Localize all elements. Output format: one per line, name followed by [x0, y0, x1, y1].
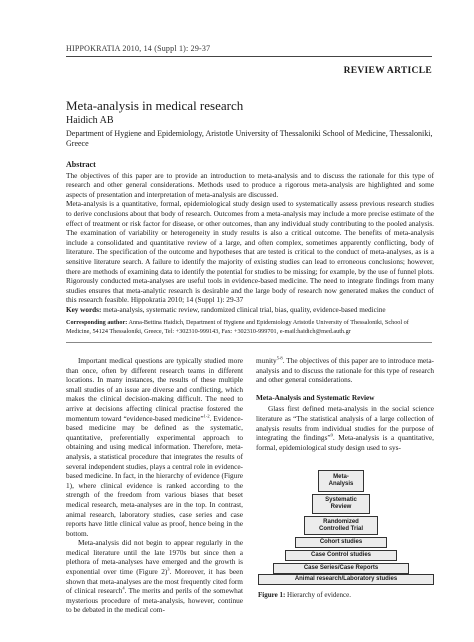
pyramid-level-rct	[304, 516, 378, 535]
figure-caption-label: Figure 1:	[258, 591, 286, 599]
level-label: Review	[330, 504, 352, 510]
citation-ref: 3	[167, 566, 170, 572]
pyramid-level-case-series	[273, 563, 409, 574]
section-divider	[66, 342, 432, 343]
pyramid-level-animal-research	[258, 574, 434, 585]
article-type-label: REVIEW ARTICLE	[343, 66, 432, 76]
body-text: . Evidence-based medicine may be defined as the systematic, quantitative, preferentially experimental approach to obtaining and using medical information. Therefore, meta-analysis, a statistical procedure that integrates the results of several independent studies, plays a central role in evidence-based medicine. In fact, in the hierarchy of evidence (Figure 1), where clinical evidence is ranked according to the strength of the freedom from various biases that beset medical research, meta-analyses are in the top. In contrast, animal research, laboratory studies, case series and case reports have little clinical value as proof, hence being in the bottom.	[66, 413, 243, 538]
section-heading: Meta-Analysis and Systematic Review	[256, 392, 375, 402]
pyramid-level-systematic-review	[312, 494, 370, 514]
body-text: Meta-analysis did not begin to appear regularly in the medical literature until the late 1970s but since then a plethora of meta-analyses have emerged and the growth is exponential over time (Figure 2)	[66, 538, 243, 577]
pyramid-level-case-control	[285, 550, 397, 561]
body-column-left	[66, 356, 243, 615]
level-label: Animal research/Laboratory studies	[294, 576, 398, 582]
level-label: Systematic	[325, 497, 357, 503]
author-affiliation: Department of Hygiene and Epidemiology, Aristotle University of Thessaloniki School of Medicine, Thessaloniki, Greece	[66, 129, 433, 148]
body-text: Important medical questions are typically studied more than once, often by different research teams in different locations. In many instances, the results of these multiple small studies of an issue are diverse and conflicting, which makes the clinical decision-making difficult. The need to arrive at decisions affecting clinical practise fostered the momentum toward “evidence-based medicine”	[66, 356, 243, 423]
body-paragraph	[66, 538, 243, 615]
citation-ref: 4	[122, 585, 125, 591]
header-rule	[66, 56, 432, 57]
body-text: . Moreover, it has been shown that meta-analyses are the most frequently cited form of clinical research	[66, 567, 243, 596]
level-label: Analysis	[328, 481, 354, 487]
author-name: Haidich AB	[66, 115, 114, 126]
journal-citation: HIPPOKRATIA 2010, 14 (Suppl 1): 29-37	[66, 44, 211, 53]
abstract-heading: Abstract	[66, 160, 96, 169]
abstract-paragraph: Meta-analysis is a quantitative, formal, epidemiological study design used to systematically assess previous research studies to derive conclusions about that body of research. Outcomes from a meta-analysis may include a more precise estimate of the effect of treatment or risk factor for disease, or other outcomes, than any individual study contributing to the pooled analysis. The examination of variability or heterogeneity in study results is also a critical outcome. The benefits of meta-analysis include a consolidated and quantitative review of a large, and often complex, sometimes apparently conflicting, body of literature. The specification of the outcome and hypotheses that are tested is critical to the conduct of meta-analyses, as is a sensitive literature search. A failure to identify the majority of existing studies can lead to erroneous conclusions; however, there are methods of examining data to identify the potential for studies to be missing; for example, by the use of funnel plots. Rigorously conducted meta-analyses are useful tools in evidence-based medicine. The need to integrate findings from many studies ensures that meta-analytic research is desirable and the large body of research now generated makes the conduct of this research feasible. Hippokratia 2010; 14 (Suppl 1): 29-37	[66, 199, 434, 305]
citation-ref: 1-2	[203, 413, 210, 419]
body-text: . Meta-analysis is a quantitative, formal, epidemiological study design used to sys-	[256, 433, 434, 452]
body-column-right	[256, 356, 434, 452]
body-text: Glass first defined meta-analysis in the social science literature as “The statistical analysis of a large collection of analysis results from individual studies for the purpose of integrating the findings”	[256, 404, 434, 443]
level-label: Case Control studies	[310, 552, 371, 558]
corresponding-author	[66, 319, 434, 336]
level-label: Cohort studies	[319, 539, 363, 545]
body-text: munity	[256, 356, 277, 365]
abstract-section	[66, 160, 434, 305]
level-label: Controlled Trial	[318, 525, 363, 532]
keywords-text: meta-analysis, systematic review, randomized clinical trial, bias, quality, evidence-based medicine	[101, 306, 386, 314]
figure-caption-text: Hierarchy of evidence.	[285, 591, 351, 599]
body-text: . The objectives of this paper are to introduce meta-analysis and to discuss the rationale for this type of research and other general considerations.	[256, 356, 434, 385]
pyramid-level-cohort	[295, 537, 387, 548]
citation-ref: 5-8	[276, 355, 283, 361]
citation-ref: 9	[330, 432, 333, 438]
keywords-label: Key words:	[66, 306, 102, 314]
article-title: Meta-analysis in medical research	[66, 98, 244, 113]
body-text: . The merits and perils of the somewhat mysterious procedure of meta-analysis, however, continue to be debated in the medical com-	[66, 586, 243, 615]
level-label: Case Series/Case Reports	[303, 565, 379, 571]
corresponding-label: Corresponding author:	[66, 319, 128, 326]
level-label: Meta-	[333, 474, 349, 480]
corresponding-text: Anna-Bettina Haidich, Department of Hygiene and Epidemiology Aristotle University of Thessaloniki, School of Medicine, 54124 Thessaloniki, Greece, Tel: +302310-999143, Fax: +302310-999701, e-mail:haidich@med.auth.gr	[66, 319, 409, 335]
body-paragraph	[256, 356, 434, 385]
body-paragraph	[256, 404, 434, 452]
body-paragraph	[66, 356, 243, 538]
pyramid-level-meta-analysis	[318, 470, 364, 492]
evidence-pyramid-figure	[258, 470, 434, 584]
abstract-paragraph: The objectives of this paper are to provide an introduction to meta-analysis and to discuss the rationale for this type of research and other general considerations. Methods used to produce a rigorous meta-analysis are highlighted and some aspects of presentation and interpretation of meta-analysis are discussed.	[66, 170, 434, 199]
level-label: Randomized	[323, 518, 359, 525]
figure-caption	[258, 591, 351, 599]
keywords-line	[66, 306, 434, 315]
